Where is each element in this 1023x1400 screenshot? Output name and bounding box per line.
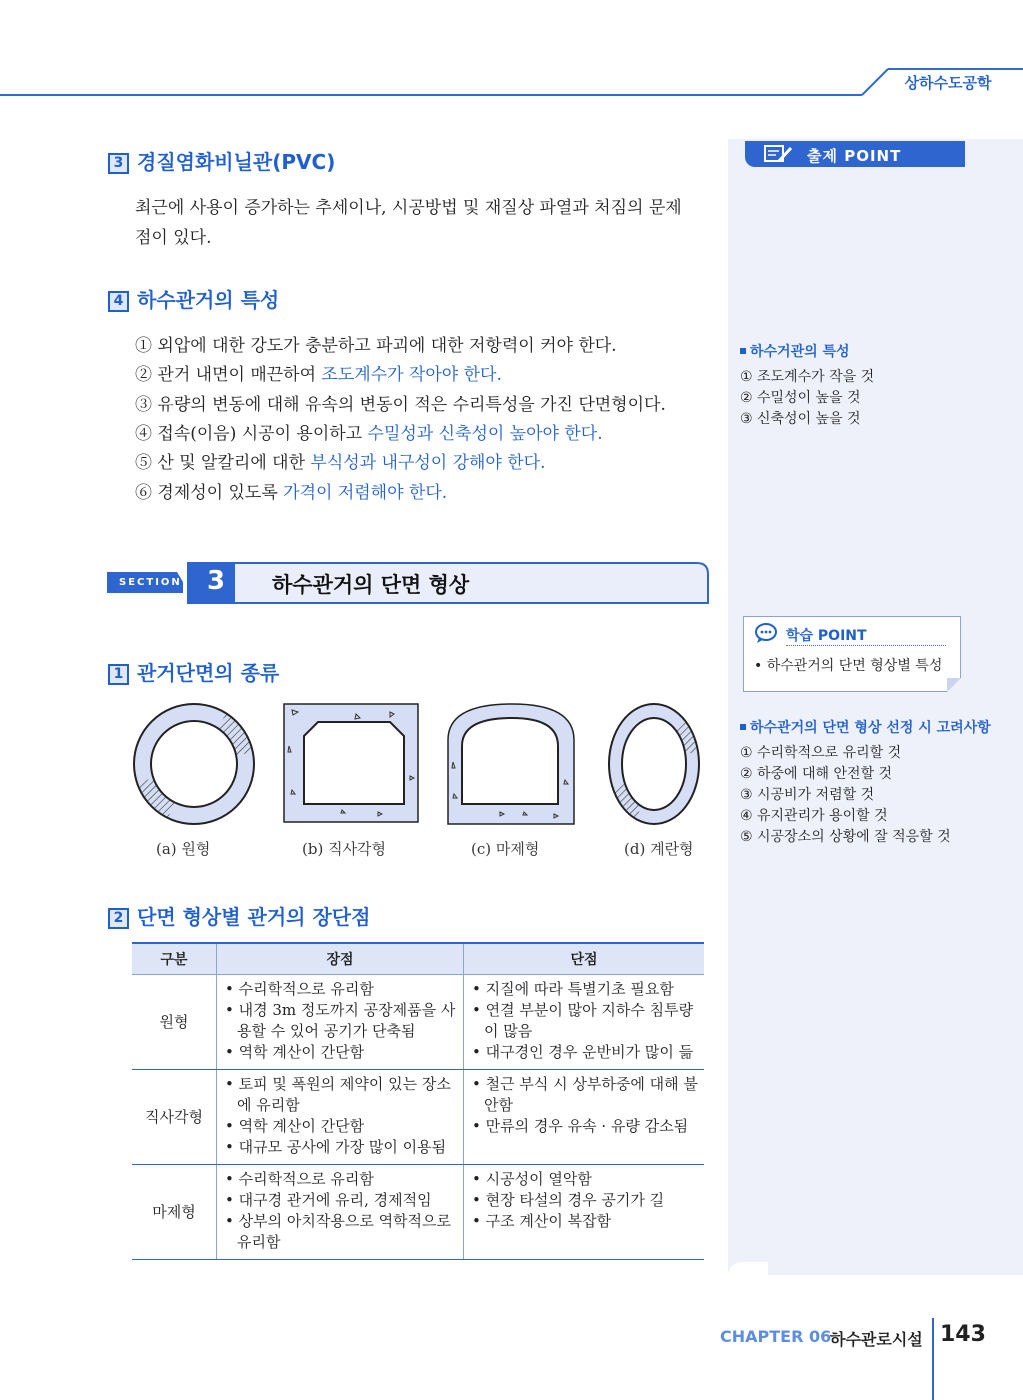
characteristic-item: ① 외압에 대한 강도가 충분하고 파괴에 대한 저항력이 커야 한다.	[135, 336, 617, 356]
sidebar-group2-title: 하수관거의 단면 형상 선정 시 고려사항	[740, 717, 991, 737]
list-item: • 대구경인 경우 운반비가 많이 듦	[472, 1042, 698, 1063]
row-heading: 원형	[132, 975, 217, 1070]
cons-cell	[464, 975, 705, 1070]
list-item: • 철근 부식 시 상부하중에 대해 불안함	[472, 1074, 698, 1116]
heading-number: 4	[108, 291, 129, 312]
study-point-item: • 하수관거의 단면 형상별 특성	[754, 658, 943, 674]
sidebar-group1-item: ① 조도계수가 작을 것	[740, 369, 875, 385]
square-bullet-icon	[740, 348, 746, 354]
exam-point-label: 출제 POINT	[807, 147, 902, 165]
table-row	[132, 1165, 704, 1260]
list-item: • 대구경 관거에 유리, 경제적임	[225, 1190, 457, 1211]
heading-number: 2	[108, 908, 129, 929]
page-fold-corner	[947, 678, 961, 692]
sidebar-group2-item: ④ 유지관리가 용이할 것	[740, 808, 888, 824]
heading-section-types: 1 관거단면의 종류	[108, 657, 279, 686]
characteristic-item: ④ 접속(이음) 시공이 용이하고 수밀성과 신축성이 높아야 한다.	[135, 424, 603, 444]
header-top-rule	[888, 68, 1023, 70]
exam-point-banner	[745, 141, 965, 167]
heading-pros-cons: 2 단면 형상별 관거의 장단점	[108, 901, 370, 930]
sidebar	[728, 139, 1023, 1275]
list-item: • 현장 타설의 경우 공기가 길	[472, 1190, 698, 1211]
list-item: • 시공성이 열악함	[472, 1169, 698, 1190]
study-point-divider	[786, 645, 946, 646]
study-point-title: 학습 POINT	[786, 628, 867, 644]
characteristic-item: ⑤ 산 및 알칼리에 대한 부식성과 내구성이 강해야 한다.	[135, 453, 546, 473]
list-item: • 수리학적으로 유리함	[225, 1169, 457, 1190]
table-row	[132, 1070, 704, 1165]
list-item: • 만류의 경우 유속 · 유량 감소됨	[472, 1116, 698, 1137]
cons-cell	[464, 1070, 705, 1165]
footer-chapter: CHAPTER 06	[720, 1327, 832, 1346]
diagram-caption: (b) 직사각형	[302, 840, 387, 858]
sidebar-group2-item: ③ 시공비가 저렴할 것	[740, 787, 875, 803]
characteristic-item: ⑥ 경제성이 있도록 가격이 저렴해야 한다.	[135, 483, 448, 503]
diagram-caption: (c) 마제형	[471, 840, 540, 858]
pvc-body-line: 점이 있다.	[135, 228, 212, 248]
list-item: • 내경 3m 정도까지 공장제품을 사용할 수 있어 공기가 단축됨	[225, 1000, 457, 1042]
horseshoe-section-figure	[448, 704, 574, 824]
diagram-caption: (d) 계란형	[624, 840, 694, 858]
sidebar-group2-item: ② 하중에 대해 안전할 것	[740, 766, 893, 782]
list-item: • 역학 계산이 간단함	[225, 1116, 457, 1137]
heading-number: 1	[108, 664, 129, 685]
page-number: 143	[940, 1322, 986, 1347]
egg-section-figure	[609, 704, 699, 824]
sidebar-group2-item: ⑤ 시공장소의 상황에 잘 적응할 것	[740, 829, 951, 845]
section-label: SECTION	[119, 577, 182, 588]
notepad-pencil-icon	[763, 144, 793, 164]
sidebar-group2-item: ① 수리학적으로 유리할 것	[740, 745, 902, 761]
row-heading: 직사각형	[132, 1070, 217, 1165]
characteristic-item: ③ 유량의 변동에 대해 유속의 변동이 적은 수리특성을 가진 단면형이다.	[135, 395, 666, 415]
speech-bubble-icon	[754, 622, 780, 644]
circular-section-figure	[134, 704, 254, 824]
pros-cell	[217, 1165, 464, 1260]
row-heading: 마제형	[132, 1165, 217, 1260]
sidebar-group1-item: ③ 신축성이 높을 것	[740, 411, 861, 427]
footer-chapter-name: 하수관로시설	[830, 1330, 923, 1349]
table-header-cell: 장점	[217, 943, 464, 975]
header-rule	[0, 94, 862, 96]
list-item: • 역학 계산이 간단함	[225, 1042, 457, 1063]
list-item: • 대규모 공사에 가장 많이 이용됨	[225, 1137, 457, 1158]
heading-pvc: 3 경질염화비닐관(PVC)	[108, 146, 335, 175]
table-row	[132, 975, 704, 1070]
square-bullet-icon	[740, 724, 746, 730]
sidebar-group1-title: 하수거관의 특성	[740, 341, 850, 361]
sidebar-group1-item: ② 수밀성이 높을 것	[740, 390, 861, 406]
list-item: • 토피 및 폭원의 제약이 있는 장소에 유리함	[225, 1074, 457, 1116]
rectangular-section-figure	[284, 704, 418, 822]
characteristic-item: ② 관거 내면이 매끈하여 조도계수가 작아야 한다.	[135, 365, 502, 385]
pros-cell	[217, 1070, 464, 1165]
list-item: • 구조 계산이 복잡함	[472, 1211, 698, 1232]
section-title: 하수관거의 단면 형상	[272, 573, 470, 597]
pros-cell	[217, 975, 464, 1070]
pvc-body-line: 최근에 사용이 증가하는 추세이나, 시공방법 및 재질상 파열과 처짐의 문제	[135, 198, 682, 218]
pros-cons-table	[132, 942, 704, 1260]
cross-section-diagrams	[128, 700, 708, 830]
table-header-cell: 구분	[132, 943, 217, 975]
footer-divider	[932, 1318, 934, 1400]
cons-cell	[464, 1165, 705, 1260]
diagram-caption: (a) 원형	[156, 840, 211, 858]
heading-number: 3	[108, 153, 129, 174]
list-item: • 수리학적으로 유리함	[225, 979, 457, 1000]
sidebar-corner	[728, 1262, 768, 1276]
section-number: 3	[207, 566, 226, 596]
header-title: 상하수도공학	[904, 74, 992, 92]
header-slant	[860, 68, 890, 98]
table-header-row	[132, 943, 704, 975]
list-item: • 연결 부분이 많아 지하수 침투량이 많음	[472, 1000, 698, 1042]
table-header-cell: 단점	[464, 943, 705, 975]
list-item: • 지질에 따라 특별기초 필요함	[472, 979, 698, 1000]
heading-characteristics: 4 하수관거의 특성	[108, 284, 279, 313]
list-item: • 상부의 아치작용으로 역학적으로 유리함	[225, 1211, 457, 1253]
